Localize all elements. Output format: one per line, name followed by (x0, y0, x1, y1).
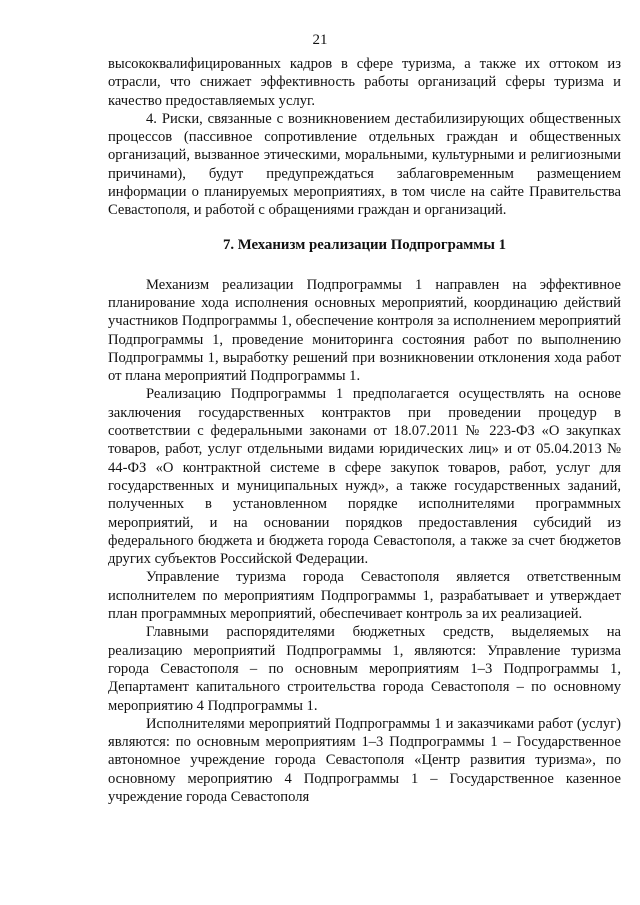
paragraph-risks-4: 4. Риски, связанные с возникновением дестабилизирующих общественных процессов (пассивное сопротивление отдельных граждан и общественных организаций, вызванное этическими, моральными, культурными и религиозными причинами), будут предупреждаться заблаговременным размещением информации о планируемых мероприятиях, в том числе на сайте Правительства Севастополя, и работой с обращениями граждан и организаций. (108, 110, 621, 219)
page-number: 21 (312, 32, 328, 48)
paragraph-implementation: Реализацию Подпрограммы 1 предполагается осуществлять на основе заключения государственных контрактов при проведении процедур в соответствии с федеральными законами от 18.07.2011 № 223-ФЗ «О закупках товаров, работ, услуг отдельными видами юридических лиц» и от 05.04.2013 № 44-ФЗ «О контрактной системе в сфере закупок товаров, работ, услуг для государственных и муниципальных нужд», а также государственных заданий, полученных в установленном порядке исполнителями программных мероприятий, и на основании порядков предоставления субсидий из федерального бюджета и бюджета города Севастополя, а также за счет бюджетов других субъектов Российской Федерации. (108, 386, 621, 568)
paragraph-executors: Исполнителями мероприятий Подпрограммы 1 и заказчиками работ (услуг) являются: по основным мероприятиям 1–3 Подпрограммы 1 – Государственное автономное учреждение города Севастополя «Центр развития туризма», по основному мероприятию 4 Подпрограммы 1 – Государственное казенное учреждение города Севастополя (108, 715, 621, 805)
paragraph-continuation: высококвалифицированных кадров в сфере туризма, а также их оттоком из отрасли, что снижает эффективность работы организаций сферы туризма и качество предоставляемых услуг. (108, 56, 621, 109)
document-body (108, 55, 621, 806)
paragraph-budget-managers: Главными распорядителями бюджетных средств, выделяемых на реализацию мероприятий Подпрограммы 1, являются: Управление туризма города Севастополя – по основным мероприятиям 1–3 Подпрограммы 1, Департамент капитального строительства города Севастополя – по основному мероприятию 4 Подпрограммы 1. (108, 624, 621, 714)
section-heading: 7. Механизм реализации Подпрограммы 1 (222, 236, 507, 253)
paragraph-responsible-executor: Управление туризма города Севастополя является ответственным исполнителем по мероприятиям Подпрограммы 1, разрабатывает и утверждает план программных мероприятий, обеспечивает контроль за их реализацией. (108, 569, 621, 623)
paragraph-mechanism: Механизм реализации Подпрограммы 1 направлен на эффективное планирование хода исполнения основных мероприятий, координацию действий участников Подпрограммы 1, обеспечение контроля за исполнением мероприятий Подпрограммы 1, проведение мониторинга состояния работ по выполнению Подпрограммы 1, выработку решений при возникновении отклонения хода работ от плана мероприятий Подпрограммы 1. (108, 276, 621, 385)
